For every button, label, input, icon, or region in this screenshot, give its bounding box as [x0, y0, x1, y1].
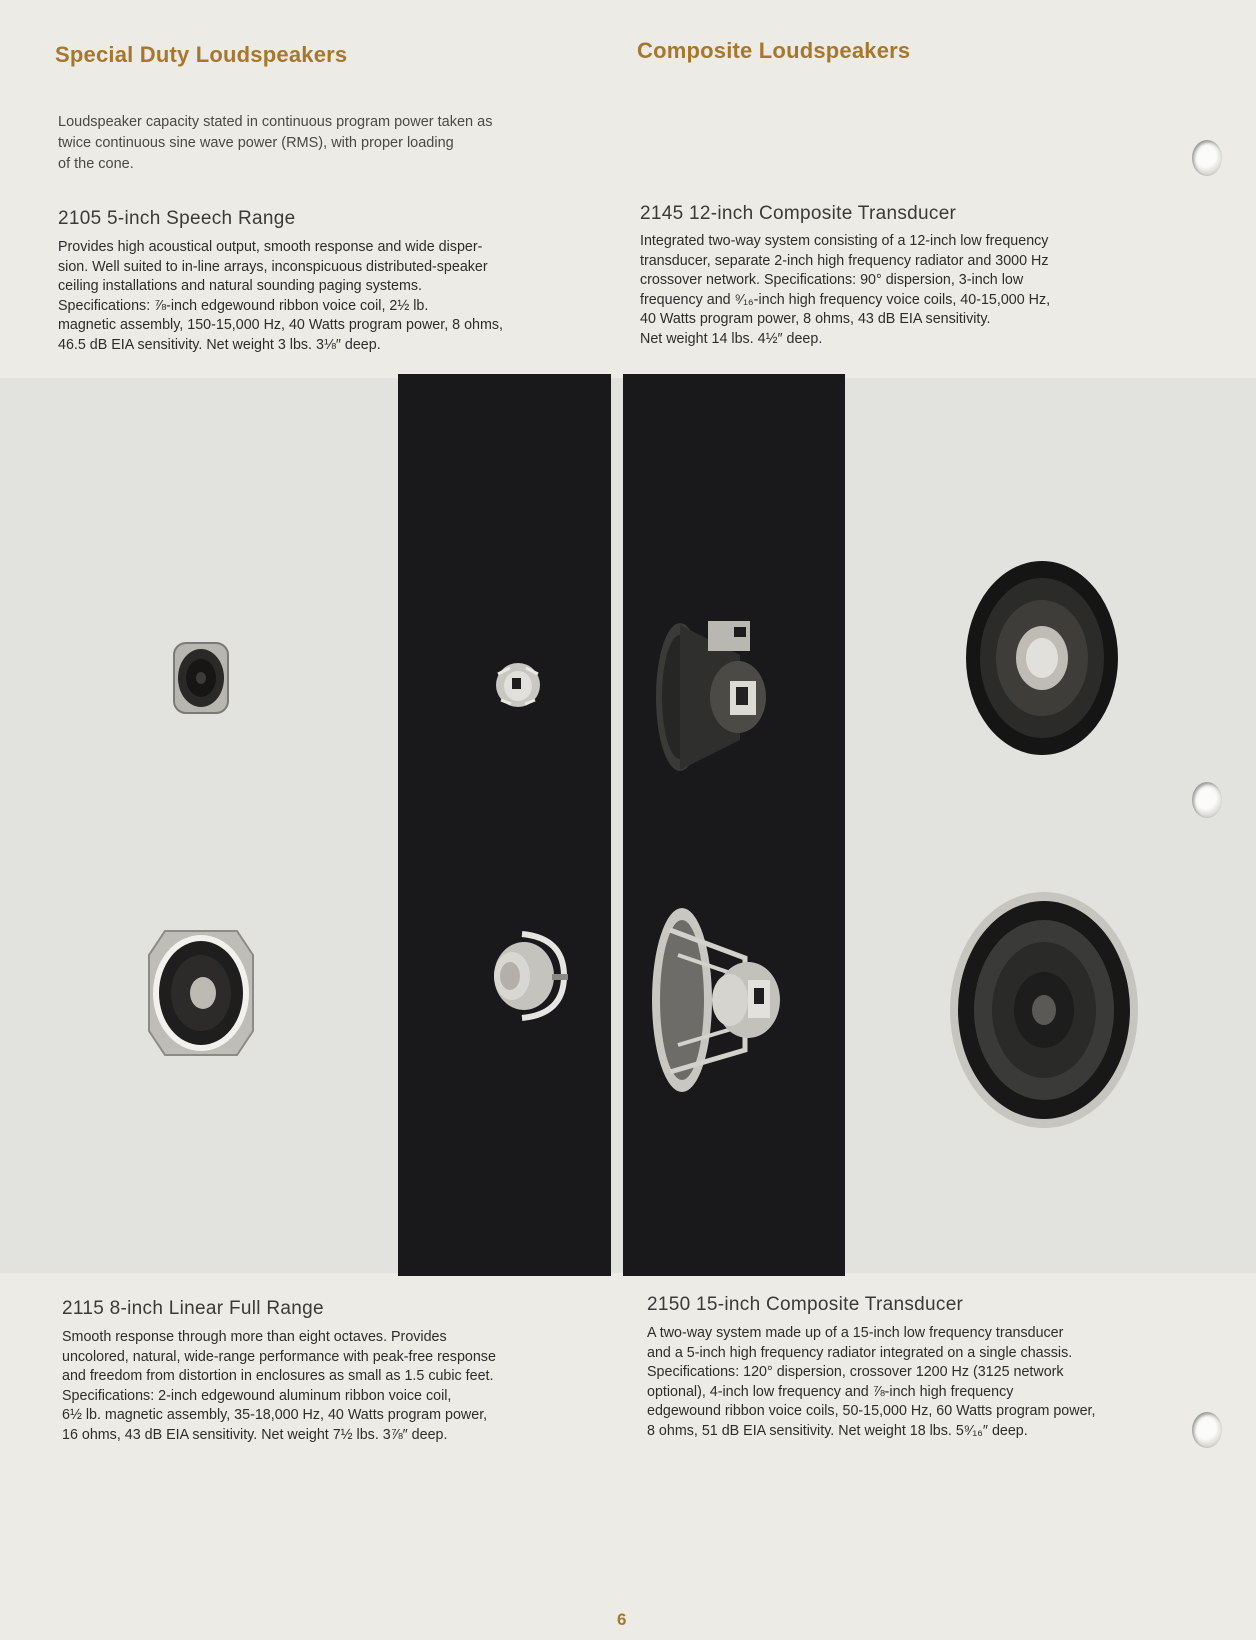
description-line: Specifications: 120° dispersion, crossover 1200 Hz (3125 network: [647, 1364, 1064, 1380]
description-line: Smooth response through more than eight octaves. Provides: [62, 1329, 447, 1345]
section-title-special-duty: Special Duty Loudspeakers: [55, 42, 348, 67]
description-line: ceiling installations and natural sounding paging systems.: [58, 278, 422, 294]
speaker-2105-front-photo: [170, 640, 232, 716]
description-line: sion. Well suited to in-line arrays, inconspicuous distributed-speaker: [58, 258, 488, 275]
description-line: and freedom from distortion in enclosures as small as 1.5 cubic feet.: [62, 1368, 494, 1384]
product-title-2105: 2105 5-inch Speech Range: [58, 208, 296, 229]
description-line: Specifications: ⅞-inch edgewound ribbon voice coil, 2½ lb.: [58, 297, 429, 314]
speaker-2115-rear-photo: [482, 930, 572, 1022]
product-description-2145: [640, 232, 1230, 349]
product-title-2150: 2150 15-inch Composite Transducer: [647, 1294, 964, 1315]
intro-paragraph: [58, 112, 618, 175]
description-line: transducer, separate 2-inch high frequency radiator and 3000 Hz: [640, 252, 1049, 269]
dark-photo-panel-right: [623, 374, 845, 1276]
description-line: 16 ohms, 43 dB EIA sensitivity. Net weight 7½ lbs. 3⅞″ deep.: [62, 1426, 448, 1443]
description-line: 40 Watts program power, 8 ohms, 43 dB EIA sensitivity.: [640, 311, 991, 327]
description-line: magnetic assembly, 150-15,000 Hz, 40 Watts program power, 8 ohms,: [58, 317, 503, 333]
speaker-2150-front-photo: [948, 890, 1140, 1130]
binder-hole-middle: [1192, 782, 1222, 818]
binder-hole-bottom: [1192, 1412, 1222, 1448]
description-line: A two-way system made up of a 15-inch low frequency transducer: [647, 1325, 1064, 1341]
description-line: edgewound ribbon voice coils, 50-15,000 Hz, 60 Watts program power,: [647, 1403, 1096, 1419]
intro-line: of the cone.: [58, 156, 134, 172]
product-title-2115: 2115 8-inch Linear Full Range: [62, 1298, 324, 1319]
product-description-2115: [62, 1328, 642, 1445]
description-line: Integrated two-way system consisting of a 12-inch low frequency: [640, 233, 1049, 249]
binder-hole-top: [1192, 140, 1222, 176]
speaker-2115-front-photo: [145, 925, 257, 1061]
description-line: Net weight 14 lbs. 4½″ deep.: [640, 330, 823, 347]
speaker-2145-side-photo: [650, 615, 775, 780]
product-description-2105: [58, 238, 638, 355]
product-description-2150: [647, 1324, 1237, 1441]
description-line: Specifications: 2-inch edgewound aluminum ribbon voice coil,: [62, 1387, 452, 1404]
description-line: 6½ lb. magnetic assembly, 35-18,000 Hz, 40 Watts program power,: [62, 1407, 488, 1423]
section-title-composite: Composite Loudspeakers: [637, 38, 911, 63]
description-line: uncolored, natural, wide-range performance with peak-free response: [62, 1348, 496, 1365]
dark-photo-panel-left: [398, 374, 611, 1276]
description-line: and a 5-inch high frequency radiator integrated on a single chassis.: [647, 1344, 1073, 1361]
intro-line: twice continuous sine wave power (RMS), with proper loading: [58, 135, 454, 151]
description-line: 46.5 dB EIA sensitivity. Net weight 3 lbs. 3⅛″ deep.: [58, 336, 381, 353]
product-title-2145: 2145 12-inch Composite Transducer: [640, 203, 957, 224]
description-line: optional), 4-inch low frequency and ⅞-inch high frequency: [647, 1383, 1014, 1400]
description-line: 8 ohms, 51 dB EIA sensitivity. Net weight 18 lbs. 5⁹⁄₁₆″ deep.: [647, 1422, 1028, 1439]
speaker-2145-front-photo: [965, 560, 1119, 756]
description-line: frequency and ⁹⁄₁₆-inch high frequency voice coils, 40-15,000 Hz,: [640, 291, 1051, 308]
intro-line: Loudspeaker capacity stated in continuous program power taken as: [58, 114, 493, 130]
speaker-2150-side-photo: [650, 900, 785, 1100]
page-number: 6: [617, 1610, 627, 1629]
description-line: crossover network. Specifications: 90° dispersion, 3-inch low: [640, 272, 1024, 288]
description-line: Provides high acoustical output, smooth response and wide disper-: [58, 239, 483, 255]
speaker-2105-rear-photo: [493, 660, 543, 710]
